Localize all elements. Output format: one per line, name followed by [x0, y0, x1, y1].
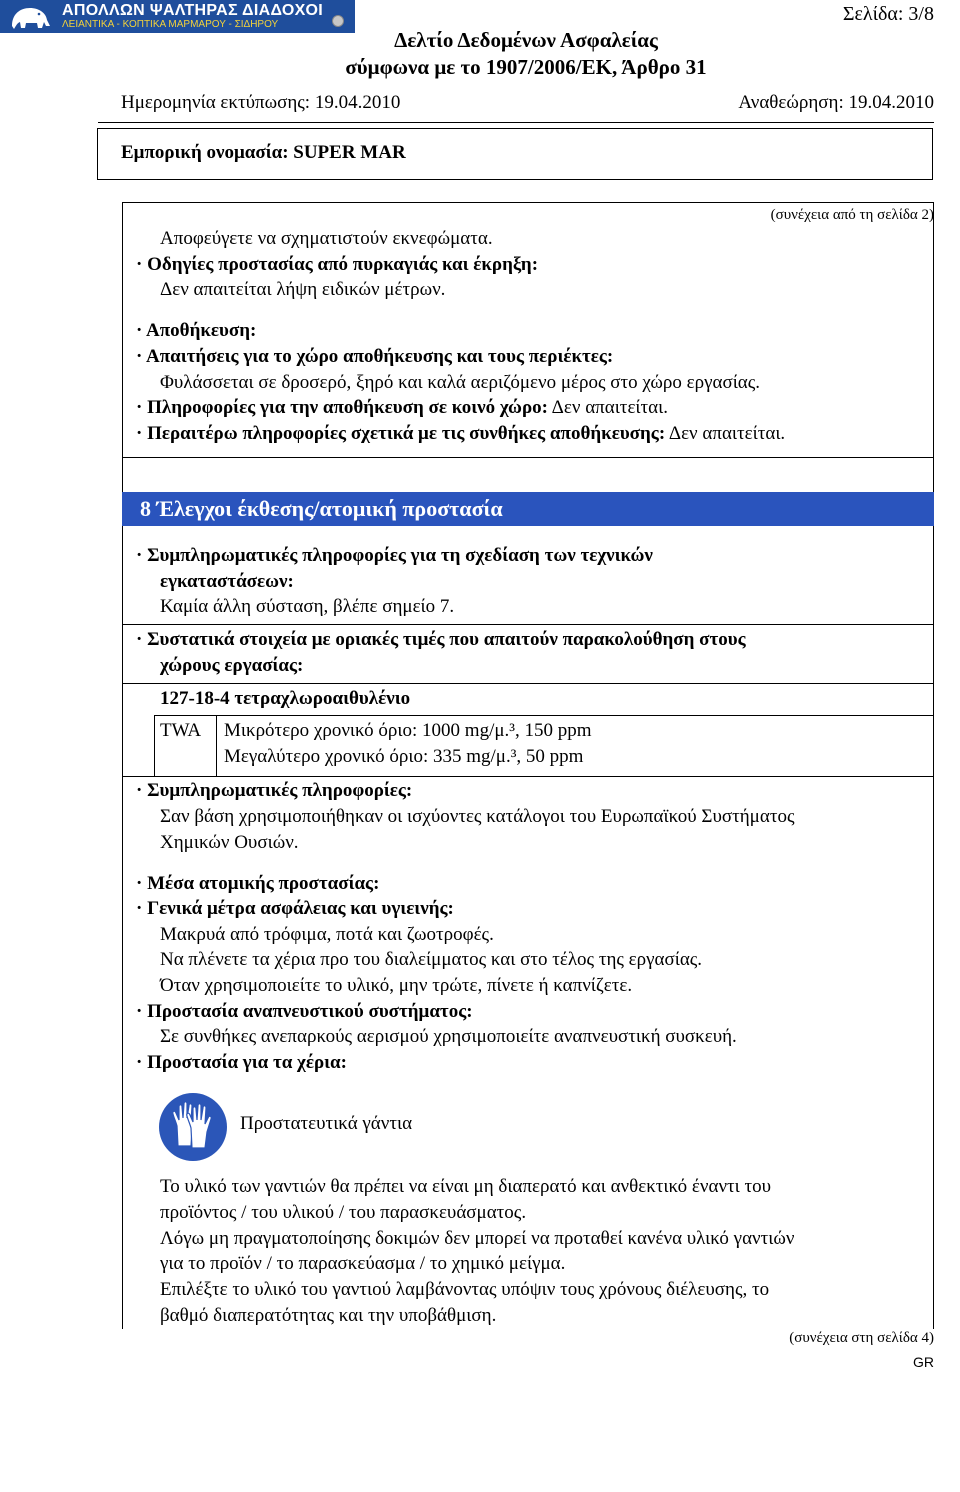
glove-text-1b: προϊόντος / του υλικού / του παρασκευάσματος.: [160, 1202, 527, 1223]
document-subtitle: σύμφωνα με το 1907/2006/ΕΚ, Άρθρο 31: [345, 55, 707, 79]
twa-label: TWA: [160, 720, 202, 741]
logo-dot-icon: [332, 15, 344, 27]
further-storage-heading: · Περαιτέρω πληροφορίες σχετικά με τις συνθήκες αποθήκευσης:: [136, 423, 666, 444]
limits-table-bottom-border: [122, 776, 934, 777]
additional-text-1: Σαν βάση χρησιμοποιήθηκαν οι ισχύοντες κατάλογοι του Ευρωπαϊκού Συστήματος: [160, 806, 795, 827]
twa-long-term: Μεγαλύτερο χρονικό όριο: 335 mg/μ.³, 50 ppm: [224, 746, 584, 767]
ppe-heading: · Μέσα ατομικής προστασίας:: [136, 873, 380, 894]
company-name: ΑΠΟΛΛΩΝ ΨΑΛΤΗΡΑΣ ΔΙΑΔΟΧΟΙ: [62, 2, 324, 19]
section-divider: [122, 457, 934, 458]
limits-table-row-border: [122, 683, 934, 684]
hygiene-text-1: Μακρυά από τρόφιμα, ποτά και ζωοτροφές.: [160, 924, 494, 945]
twa-left-border: [154, 715, 155, 776]
continued-from: (συνέχεια από τη σελίδα 2): [770, 207, 934, 223]
hygiene-heading: · Γενικά μέτρα ασφάλειας και υγιεινής:: [136, 898, 454, 919]
twa-row-top-border: [154, 715, 934, 716]
trade-name: Εμπορική ονομασία: SUPER MAR: [121, 142, 406, 163]
twa-short-term: Μικρότερο χρονικό όριο: 1000 mg/μ.³, 150 ppm: [224, 720, 592, 741]
design-heading-2: εγκαταστάσεων:: [160, 571, 294, 592]
common-storage-line: [136, 397, 668, 419]
revision-date: Αναθεώρηση: 19.04.2010: [738, 92, 934, 113]
section-8-heading: 8 Έλεγχοι έκθεσης/ατομική προστασία: [122, 492, 934, 526]
storage-req-text: Φυλάσσεται σε δροσερό, ξηρό και καλά αεριζόμενο μέρος στο χώρο εργασίας.: [160, 372, 761, 393]
limits-heading-2: χώρους εργασίας:: [160, 655, 304, 676]
limits-table-top-border: [122, 624, 934, 625]
common-storage-text: Δεν απαιτείται.: [547, 397, 668, 418]
glove-text-2b: για το προϊόν / το παρασκεύασμα / το χημικό μείγμα.: [160, 1253, 566, 1274]
hygiene-text-2: Να πλένετε τα χέρια προ του διαλείμματος και στο τέλος της εργασίας.: [160, 949, 703, 970]
aerosol-text: Αποφεύγετε να σχηματιστούν εκνεφώματα.: [160, 228, 493, 249]
protective-gloves-icon: [158, 1092, 228, 1162]
storage-req-heading: · Απαιτήσεις για το χώρο αποθήκευσης και τους περιέκτες:: [136, 346, 614, 367]
respiratory-heading: · Προστασία αναπνευστικού συστήματος:: [136, 1001, 473, 1022]
design-text: Καμία άλλη σύσταση, βλέπε σημείο 7.: [160, 596, 455, 617]
hygiene-text-3: Όταν χρησιμοποιείτε το υλικό, μην τρώτε, πίνετε ή καπνίζετε.: [160, 975, 633, 996]
page-number: Σελίδα: 3/8: [842, 3, 934, 25]
additional-text-2: Χημικών Ουσιών.: [160, 832, 299, 853]
limits-heading-1: · Συστατικά στοιχεία με οριακές τιμές που απαιτούν παρακολούθηση στους: [136, 629, 746, 650]
print-date: Ημερομηνία εκτύπωσης: 19.04.2010: [121, 92, 401, 113]
document-title: Δελτίο Δεδομένων Ασφαλείας: [394, 28, 658, 52]
further-storage-line: [136, 423, 785, 445]
substance-name: 127-18-4 τετραχλωροαιθυλένιο: [160, 688, 411, 709]
twa-col-divider: [216, 715, 217, 776]
hand-protection-heading: · Προστασία για τα χέρια:: [136, 1052, 347, 1073]
design-heading-1: · Συμπληρωματικές πληροφορίες για τη σχεδίαση των τεχνικών: [136, 545, 653, 566]
respiratory-text: Σε συνθήκες ανεπαρκούς αερισμού χρησιμοποιείτε αναπνευστική συσκευή.: [160, 1026, 737, 1047]
further-storage-text: Δεν απαιτείται.: [665, 423, 786, 444]
common-storage-heading: · Πληροφορίες για την αποθήκευση σε κοινό χώρο:: [136, 397, 548, 418]
continued-to: (συνέχεια στη σελίδα 4): [789, 1330, 934, 1346]
glove-text-3b: βαθμό διαπερατότητας και την υποβάθμιση.: [160, 1305, 497, 1326]
storage-heading: · Αποθήκευση:: [136, 320, 257, 341]
language-code: GR: [913, 1354, 934, 1370]
additional-heading: · Συμπληρωματικές πληροφορίες:: [136, 780, 413, 801]
glove-text-3a: Επιλέξτε το υλικό του γαντιού λαμβάνοντας υπόψιν τους χρόνους διέλευσης, το: [160, 1279, 770, 1300]
header-divider: [98, 122, 934, 123]
company-tagline: ΛΕΙΑΝΤΙΚΑ - ΚΟΠΤΙΚΑ ΜΑΡΜΑΡΟΥ - ΣΙΔΗΡΟΥ: [62, 19, 279, 30]
gloves-label: Προστατευτικά γάντια: [240, 1113, 413, 1134]
glove-text-2a: Λόγω μη πραγματοποίησης δοκιμών δεν μπορεί να προταθεί κανένα υλικό γαντιών: [160, 1228, 795, 1249]
glove-text-1a: Το υλικό των γαντιών θα πρέπει να είναι μη διαπερατό και ανθεκτικό έναντι του: [160, 1176, 772, 1197]
fire-text: Δεν απαιτείται λήψη ειδικών μέτρων.: [160, 279, 446, 300]
fire-heading: · Οδηγίες προστασίας από πυρκαγιάς και έκρηξη:: [136, 254, 539, 275]
